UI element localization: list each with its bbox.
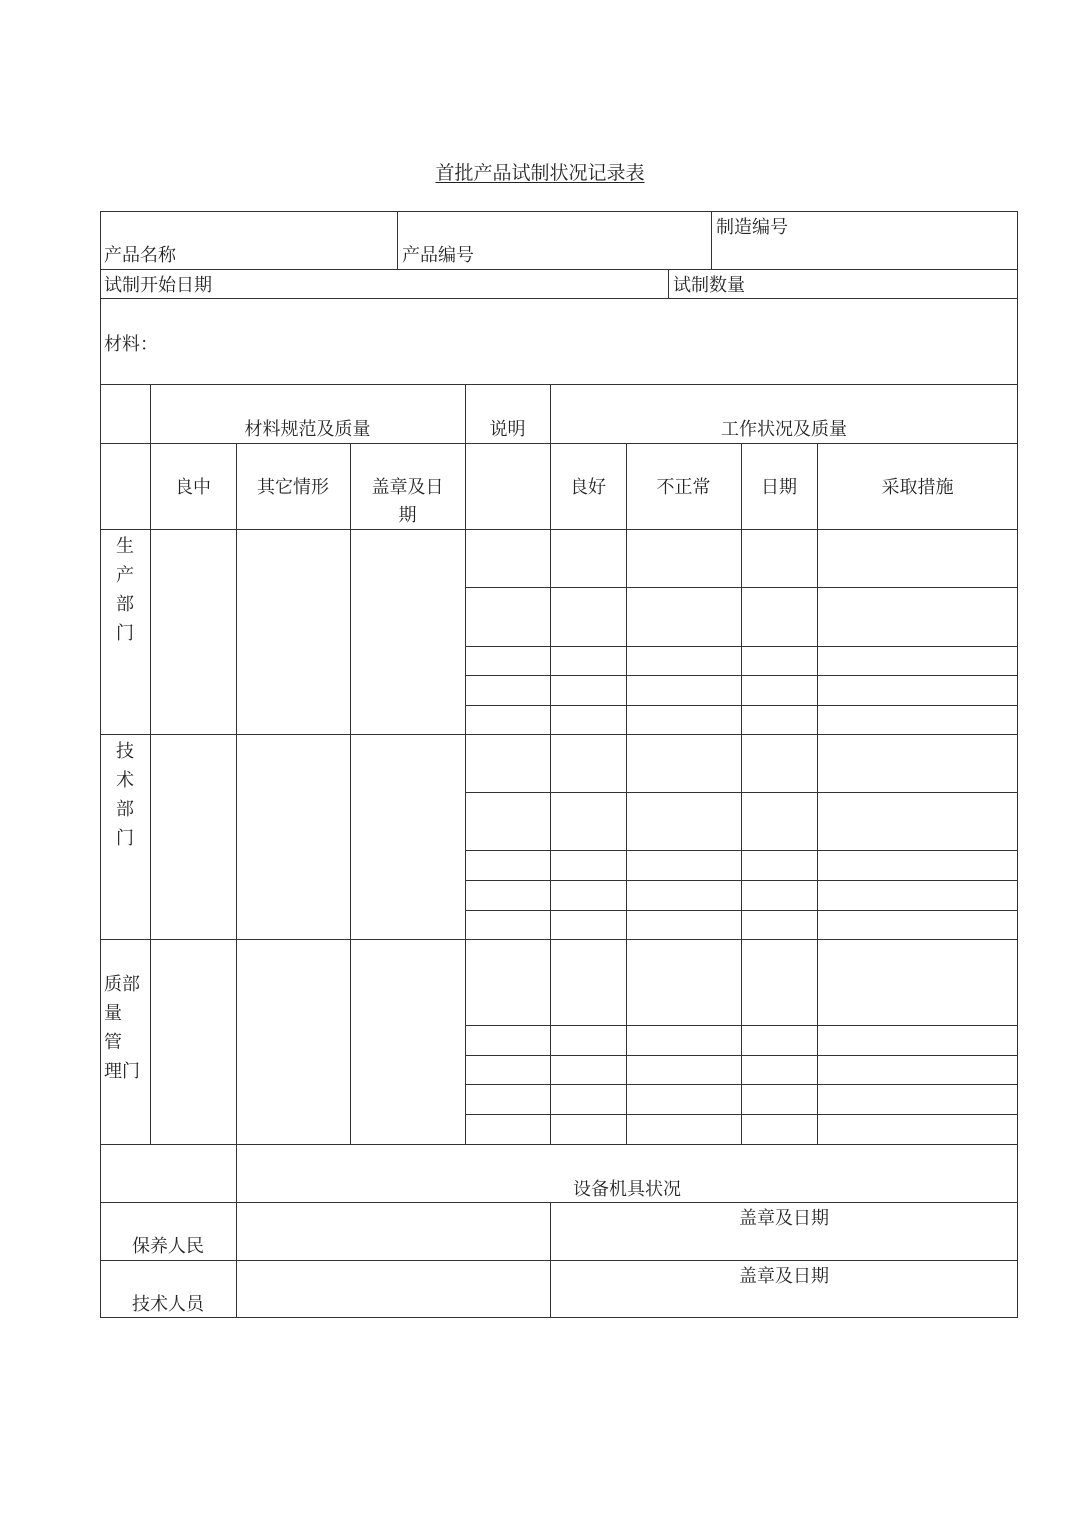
other-header: 其它情形 <box>257 477 329 498</box>
manufacture-code-label: 制造编号 <box>716 217 788 238</box>
col-divider <box>350 443 351 1144</box>
product-code-label: 产品编号 <box>402 245 474 266</box>
technical-staff-label: 技术人员 <box>132 1294 204 1315</box>
row-divider <box>100 1144 1018 1145</box>
trial-quantity-label: 试制数量 <box>673 275 745 296</box>
col-divider <box>465 384 466 1144</box>
abnormal-header: 不正常 <box>656 477 711 498</box>
trial-start-date-label: 试制开始日期 <box>104 275 212 296</box>
col-divider <box>397 211 398 269</box>
col-divider <box>741 443 742 1144</box>
row-divider <box>100 939 1018 940</box>
col-divider <box>668 269 669 298</box>
row-divider <box>100 734 1018 735</box>
stamp-date-label: 盖章及日期 <box>739 1266 829 1287</box>
record-table <box>100 211 1018 1318</box>
production-department-label: 生 产 部 门 <box>116 536 134 644</box>
product-name-label: 产品名称 <box>104 245 176 266</box>
maintenance-staff-label: 保养人民 <box>132 1236 204 1257</box>
row-divider <box>100 269 1018 270</box>
material-spec-header: 材料规范及质量 <box>244 419 371 440</box>
measures-header: 采取措施 <box>881 477 954 498</box>
technical-department-label: 技 术 部 门 <box>116 741 134 849</box>
stamp-date-header: 盖章及日 期 <box>371 477 444 526</box>
row-divider <box>100 1260 1018 1261</box>
col-divider <box>626 443 627 1144</box>
good-header: 良好 <box>570 477 606 498</box>
equipment-status-label: 设备机具状况 <box>573 1179 681 1200</box>
stamp-date-label: 盖章及日期 <box>739 1208 829 1229</box>
col-divider <box>817 443 818 1144</box>
row-divider <box>100 298 1018 299</box>
note-header: 说明 <box>489 419 526 440</box>
row-divider <box>100 529 1018 530</box>
row-divider <box>100 384 1018 385</box>
date-header: 日期 <box>761 477 797 498</box>
col-divider <box>711 211 712 269</box>
work-status-header: 工作状况及质量 <box>721 419 847 440</box>
materials-label: 材料： <box>104 334 158 355</box>
page-title: 首批产品试制状况记录表 <box>435 162 645 184</box>
quality-department-label: 质部 量 管 理门 <box>104 974 140 1082</box>
good-mid-header: 良中 <box>175 477 211 498</box>
